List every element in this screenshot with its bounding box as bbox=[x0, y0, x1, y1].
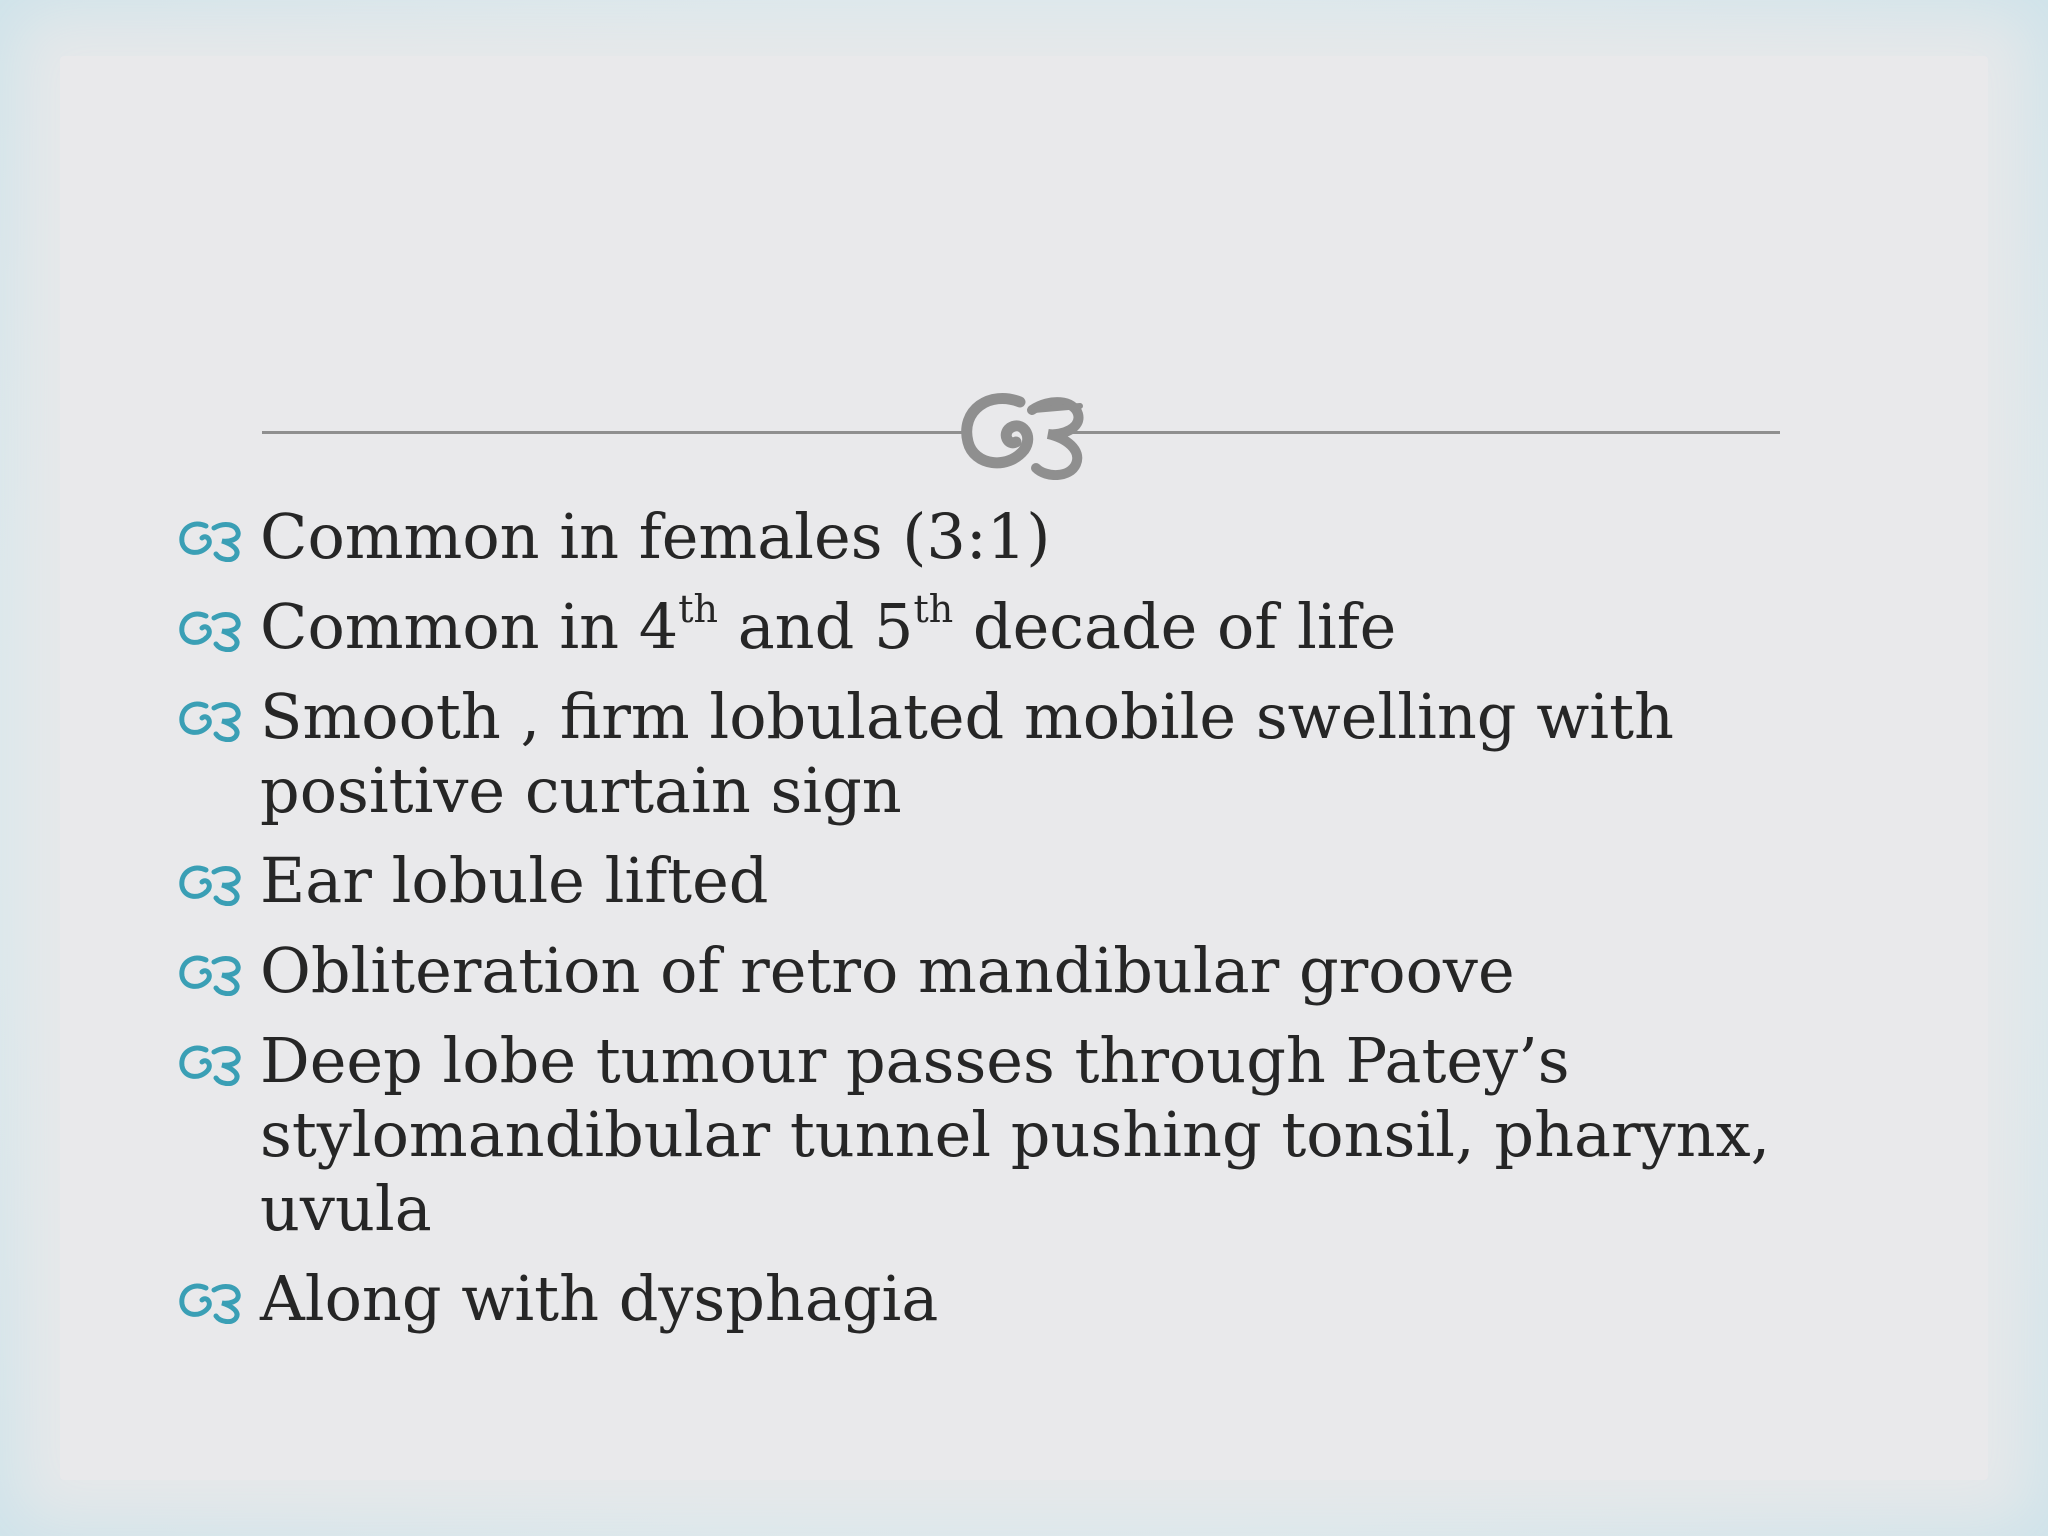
curl-bullet-icon bbox=[176, 514, 246, 562]
curl-bullet-icon bbox=[176, 1276, 246, 1324]
bullet-item-2 bbox=[176, 587, 1816, 664]
curl-flourish-icon bbox=[950, 380, 1100, 480]
curl-bullet-icon bbox=[176, 604, 246, 652]
divider-right bbox=[1060, 431, 1780, 434]
bullet-text: Ear lobule lifted bbox=[260, 844, 769, 917]
curl-bullet-icon bbox=[176, 1038, 246, 1086]
bullet-text-part: decade of life bbox=[953, 590, 1397, 663]
bullet-text-part: Common in 4 bbox=[260, 590, 679, 663]
superscript: th bbox=[678, 587, 718, 631]
bullet-text bbox=[260, 587, 1397, 663]
bullet-text: Obliteration of retro mandibular groove bbox=[260, 934, 1515, 1007]
bullet-item-4 bbox=[176, 844, 1816, 918]
bullet-item-5 bbox=[176, 934, 1816, 1008]
bullet-text: Along with dysphagia bbox=[260, 1262, 939, 1335]
divider-left bbox=[262, 431, 962, 434]
curl-bullet-icon bbox=[176, 948, 246, 996]
bullet-text: Smooth , firm lobulated mobile swelling with positive curtain sign bbox=[260, 680, 1674, 827]
bullet-text-part: and 5 bbox=[717, 590, 914, 663]
bullet-text: Deep lobe tumour passes through Patey’s stylomandibular tunnel pushing tonsil, pharynx, uvula bbox=[260, 1024, 1771, 1245]
bullet-item-7 bbox=[176, 1262, 1816, 1336]
curl-bullet-icon bbox=[176, 858, 246, 906]
bullet-text: Common in females (3:1) bbox=[260, 500, 1051, 573]
bullet-list bbox=[176, 500, 1816, 1352]
bullet-item-3 bbox=[176, 680, 1816, 828]
bullet-item-6 bbox=[176, 1024, 1816, 1246]
bullet-item-1 bbox=[176, 500, 1816, 574]
superscript: th bbox=[913, 587, 954, 631]
curl-bullet-icon bbox=[176, 694, 246, 742]
